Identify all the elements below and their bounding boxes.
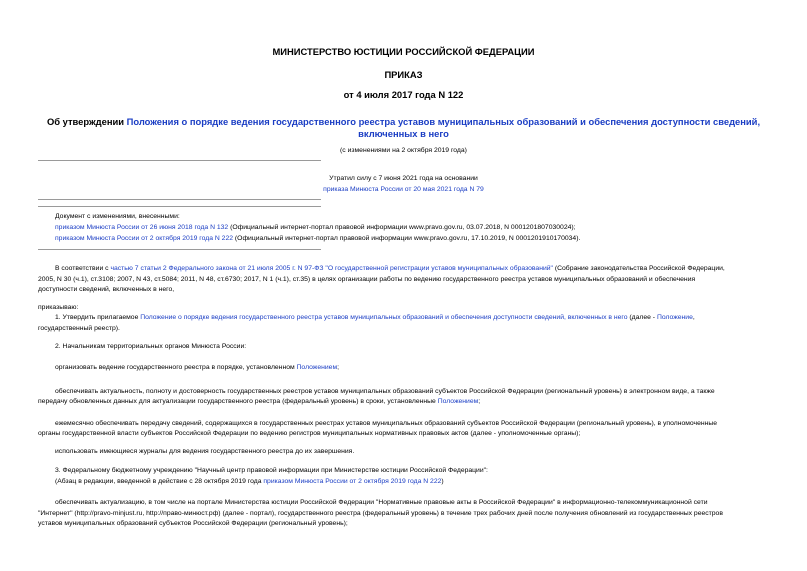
item-2-sub3-line1: ежемесячно обеспечивать передачу сведений, содержащихся в государственных реестрах уставов муниципальных образований субъектов Российской Федерации (региональный уровень), в уполномоченные bbox=[55, 420, 718, 427]
item-3-note bbox=[55, 478, 444, 485]
note-text: ) bbox=[441, 478, 444, 485]
item-2-sub3-line2: органы государственной власти субъектов Российской Федерации по ведению регистров муниципальных нормативных правовых актов (далее - уполномоченные органы); bbox=[38, 430, 581, 437]
orders-word: приказываю: bbox=[38, 304, 79, 311]
doc-date-number: от 4 июля 2017 года N 122 bbox=[343, 89, 464, 100]
change-link-2018[interactable]: приказом Минюста России от 26 июня 2018 года N 132 bbox=[55, 224, 229, 231]
divider bbox=[38, 206, 321, 207]
regulation-ref-link[interactable]: Положением bbox=[296, 364, 338, 371]
divider bbox=[38, 160, 321, 161]
ministry-heading: МИНИСТЕРСТВО ЮСТИЦИИ РОССИЙСКОЙ ФЕДЕРАЦИИ bbox=[272, 46, 535, 57]
sub1-text: организовать ведение государственного реестра в порядке, установленном bbox=[55, 364, 297, 371]
divider bbox=[38, 199, 321, 200]
item-2-sub1 bbox=[55, 364, 339, 371]
title-prefix: Об утверждении bbox=[46, 116, 127, 127]
item-2: 2. Начальникам территориальных органов Минюста России: bbox=[55, 343, 247, 350]
preamble-line1 bbox=[55, 265, 725, 272]
sub1-text: ; bbox=[337, 364, 340, 371]
lost-force-link[interactable]: приказа Минюста России от 20 мая 2021 года N 79 bbox=[323, 186, 484, 193]
item-1-line2: государственный реестр). bbox=[38, 325, 120, 332]
item-3-sub1-line2: "Интернет" (http://pravo-minjust.ru, http://право-минюст.рф) (далее - портал), государственного реестра (федеральный уровень) в течение трех рабочих дней после получения обновлений из государственных реестров bbox=[38, 510, 723, 517]
item-3-sub1-line1: обеспечивать актуализацию, в том числе на портале Министерства юстиции Российской Федерации "Нормативные правовые акты в Российской Федерации" в информационно-телекоммуникационной сети bbox=[55, 499, 708, 506]
item-1-text: 1. Утвердить прилагаемое bbox=[55, 314, 141, 321]
lost-force-text: Утратил силу с 7 июня 2021 года на основании bbox=[329, 175, 478, 182]
preamble-text: В соответствии с bbox=[55, 265, 111, 272]
amendment-link[interactable]: приказом Минюста России от 2 октября 2019 года N 222 bbox=[263, 478, 442, 485]
lost-force-line bbox=[0, 186, 807, 193]
item-2-sub2-line1: обеспечивать актуальность, полноту и достоверность государственных реестров уставов муниципальных образований субъектов Российской Федерации (региональный уровень) в электронном виде, а также bbox=[55, 388, 715, 395]
preamble-line3: доступности сведений, включенных в него, bbox=[38, 286, 175, 293]
regulation-link[interactable]: Положение о порядке ведения государственного реестра уставов муниципальных образований и обеспечения доступности сведений, включенных в него bbox=[140, 314, 628, 321]
item-1-text: (далее - bbox=[627, 314, 657, 321]
note-text: (Абзац в редакции, введенной в действие с 28 октября 2019 года bbox=[55, 478, 264, 485]
sub2-text: передачу обновленных данных для актуализации государственного реестра (федеральный уровень) в сроки, установленные bbox=[38, 398, 438, 405]
item-1-text: , bbox=[692, 314, 695, 321]
item-2-sub2-line2 bbox=[38, 398, 480, 405]
title-link-continued[interactable]: включенных в него bbox=[358, 128, 449, 139]
item-2-sub4: использовать имеющиеся журналы для ведения государственного реестра до их завершения. bbox=[55, 448, 355, 455]
title-link[interactable]: Положения о порядке ведения государственного реестра уставов муниципальных образований и обеспечения доступности сведений, bbox=[126, 116, 761, 127]
doc-type-heading: ПРИКАЗ bbox=[384, 69, 423, 80]
item-3: 3. Федеральному бюджетному учреждению "Научный центр правовой информации при Министерстве юстиции Российской Федерации": bbox=[55, 467, 488, 474]
preamble-text: (Собрание законодательства Российской Федерации, bbox=[552, 265, 725, 272]
change-link-2019[interactable]: приказом Минюста России от 2 октября 2019 года N 222 bbox=[55, 235, 234, 242]
change-item bbox=[55, 235, 580, 242]
change-source: (Официальный интернет-портал правовой информации www.pravo.gov.ru, 17.10.2019, N 0001201910170034). bbox=[233, 235, 581, 242]
item-1-line1 bbox=[55, 314, 695, 321]
item-3-sub1-line3: уставов муниципальных образований субъектов Российской Федерации (региональный уровень); bbox=[38, 520, 348, 527]
regulation-ref-link[interactable]: Положением bbox=[437, 398, 479, 405]
changes-intro: Документ с изменениями, внесенными: bbox=[55, 213, 180, 220]
sub2-text: ; bbox=[478, 398, 481, 405]
regulation-short-link[interactable]: Положение bbox=[656, 314, 693, 321]
change-item bbox=[55, 224, 576, 231]
federal-law-link[interactable]: частью 7 статьи 2 Федерального закона от 21 июля 2005 г. N 97-ФЗ "О государственной регистрации уставов муниципальных образований" bbox=[110, 265, 553, 272]
divider bbox=[38, 249, 321, 250]
change-source: (Официальный интернет-портал правовой информации www.pravo.gov.ru, 03.07.2018, N 0001201807030024); bbox=[228, 224, 576, 231]
preamble-line2: 2005, N 30 (ч.1), ст.3108; 2007, N 43, ст.5084; 2011, N 48, ст.6730; 2017, N 1 (ч.1), ст.35) в целях организации работы по ведению государственного реестра уставов муниципальных образований и обеспечения bbox=[38, 276, 696, 283]
doc-title-line1 bbox=[0, 116, 807, 127]
amendments-note: (с изменениями на 2 октября 2019 года) bbox=[340, 147, 467, 154]
doc-title-line2 bbox=[0, 128, 807, 139]
